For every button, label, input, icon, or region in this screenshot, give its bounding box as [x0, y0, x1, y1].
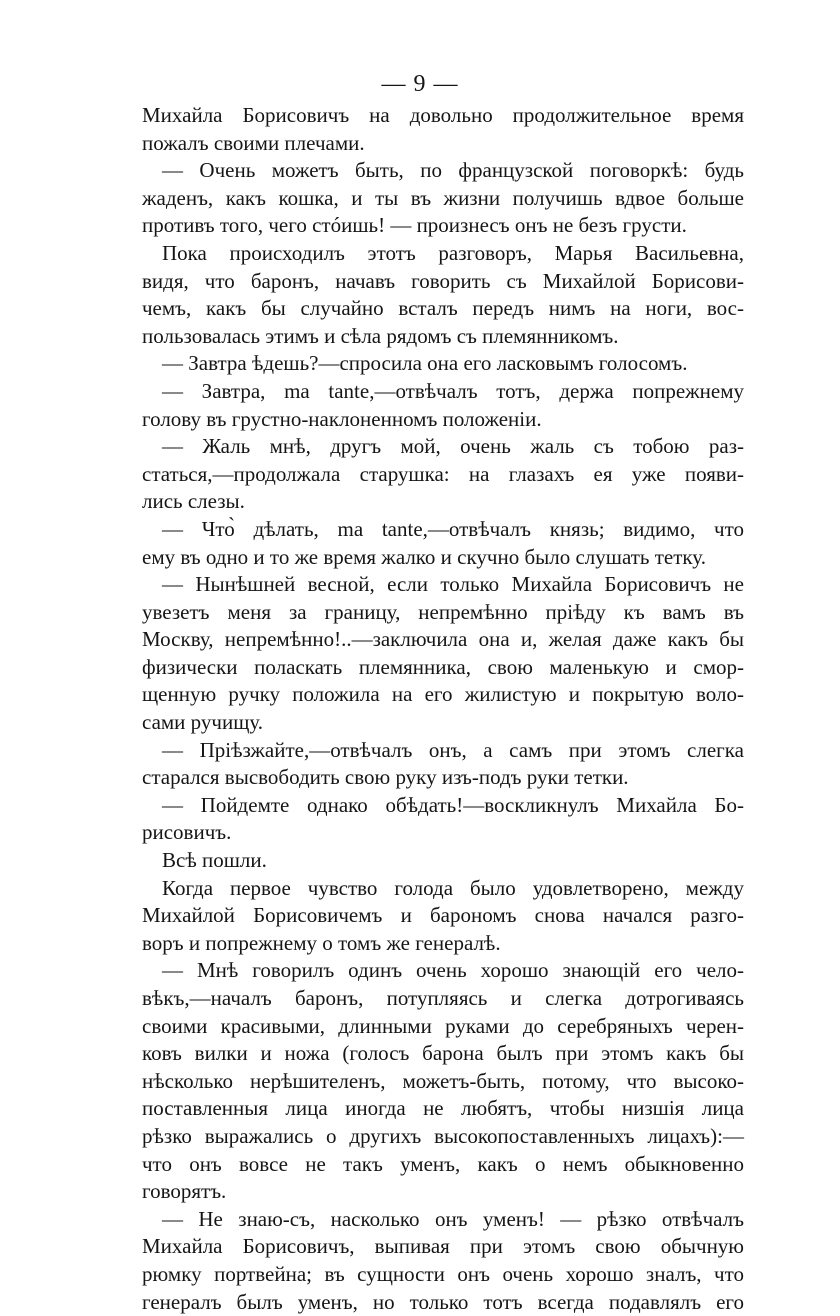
text-line: увезетъ меня за границу, непремѣнно пріѣду къ вамъ въ [142, 599, 744, 624]
text-line: — Жаль мнѣ, другъ мой, очень жаль съ тобою раз- [162, 434, 744, 459]
text-line: Пока происходилъ этотъ разговоръ, Марья Васильевна, [162, 240, 744, 265]
text-line: рѣзко выражались о другихъ высокопоставленныхъ лицахъ):— [142, 1123, 744, 1148]
text-line: лись слезы. [142, 489, 245, 514]
text-line: — Пойдемте однако обѣдать!—воскликнулъ Михайла Бо- [162, 792, 744, 817]
text-line: воръ и попрежнему о томъ же генералѣ. [142, 930, 501, 955]
text-line: Михайла Борисовичъ, выпивая при этомъ свою обычную [142, 1234, 744, 1259]
text-line: что онъ вовсе не такъ уменъ, какъ о немъ обыкновенно [142, 1151, 744, 1176]
text-line: рисовичъ. [142, 820, 232, 845]
text-line: — Что̀ дѣлать, ma tante,—отвѣчалъ князь; видимо, что [162, 516, 744, 541]
text-line: вѣкъ,—началъ баронъ, потупляясь и слегка дотрогиваясь [142, 986, 744, 1010]
text-line: пожалъ своими плечами. [142, 130, 365, 155]
text-line: Москву, непремѣнно!..—заключила она и, желая даже какъ бы [142, 627, 744, 652]
text-line: Михайлой Борисовичемъ и барономъ снова начался разго- [142, 903, 744, 928]
text-line: старался высвободить свою руку изъ-подъ руки тетки. [142, 765, 629, 790]
text-line: — Пріѣзжайте,—отвѣчалъ онъ, а самъ при этомъ слегка [162, 737, 744, 762]
text-line: щенную ручку положила на его жилистую и покрытую воло- [142, 682, 744, 707]
text-line: своими красивыми, длинными руками до серебряныхъ черен- [142, 1013, 744, 1038]
text-line: видя, что баронъ, начавъ говорить съ Михайлой Борисови- [142, 268, 744, 293]
text-line: нѣсколько нерѣшителенъ, можетъ-быть, потому, что высоко- [142, 1068, 744, 1093]
text-line: Михайла Борисовичъ на довольно продолжительное время [142, 103, 744, 127]
text-line: Всѣ пошли. [162, 848, 267, 873]
text-line: — Нынѣшней весной, если только Михайла Борисовичъ не [162, 572, 744, 597]
text-line: Когда первое чувство голода было удовлетворено, между [162, 875, 744, 900]
text-line: физически поласкать племянника, свою маленькую и смор- [142, 654, 744, 679]
text-line: жаденъ, какъ кошка, и ты въ жизни получишь вдвое больше [142, 185, 744, 210]
text-line: — Завтра ѣдешь?—спросила она его ласковымъ голосомъ. [162, 351, 688, 376]
text-line: — Не знаю-съ, насколько онъ уменъ! — рѣзко отвѣчалъ [162, 1206, 744, 1231]
text-line: статься,—продолжала старушка: на глазахъ ея уже появи- [142, 461, 744, 486]
text-line: чемъ, какъ бы случайно всталъ передъ нимъ на ноги, вос- [142, 296, 744, 321]
text-line: — Завтра, ma tante,—отвѣчалъ тотъ, держа попрежнему [162, 378, 744, 403]
text-line: ковъ вилки и ножа (голосъ барона былъ при этомъ какъ бы [142, 1041, 744, 1066]
text-line: голову въ грустно-наклоненномъ положеніи. [142, 406, 542, 431]
text-line: рюмку портвейна; въ сущности онъ очень хорошо зналъ, что [142, 1261, 744, 1286]
text-line: говорятъ. [142, 1179, 227, 1204]
body-text [142, 102, 744, 1316]
text-line: сами ручищу. [142, 710, 264, 735]
text-line: противъ того, чего стóишь! — произнесъ онъ не безъ грусти. [142, 213, 687, 238]
text-line: — Очень можетъ быть, по французской поговоркѣ: будь [162, 158, 744, 183]
text-line: пользовалась этимъ и сѣла рядомъ съ племянникомъ. [142, 323, 619, 348]
text-line: ему въ одно и то же время жалко и скучно было слушать тетку. [142, 544, 706, 569]
text-line: — Мнѣ говорилъ одинъ очень хорошо знающій его чело- [162, 958, 744, 983]
text-line: поставленныя лица иногда не любятъ, чтобы низшія лица [142, 1096, 744, 1121]
page-number: — 9 — [381, 71, 459, 97]
text-line: генералъ былъ уменъ, но только тотъ всегда подавлялъ его [142, 1289, 744, 1314]
